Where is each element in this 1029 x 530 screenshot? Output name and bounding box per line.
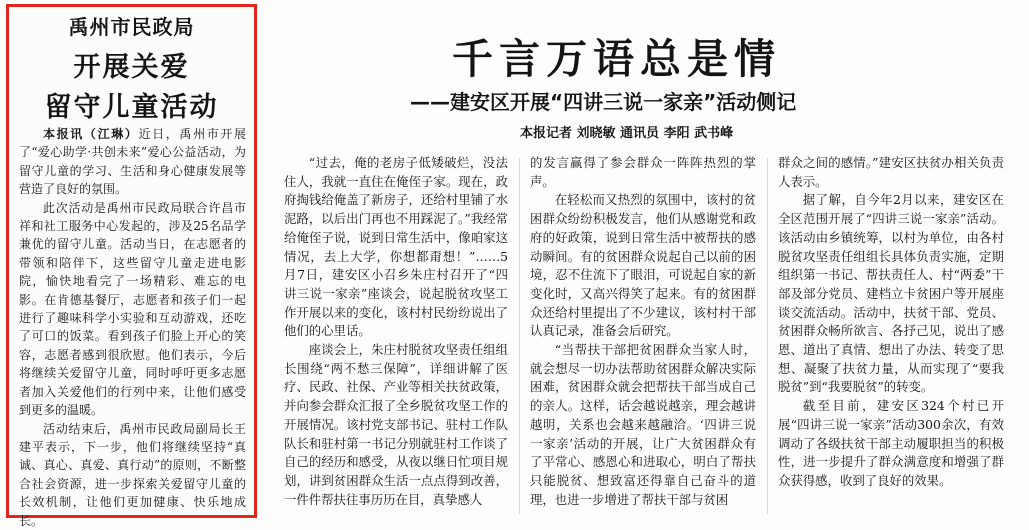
column-divider	[767, 158, 768, 514]
column-1-paragraph: “过去，俺的老房子低矮破烂，没法住人，我就一直住在俺侄子家。现在，政府掏钱给俺盖了新房子，还给村里铺了水泥路，以后出门再也不用踩泥了。”我经常给俺侄子说，说到日常生活中，像咱家这情况，去上大学，你想都甭想！”……5月7日，建安区小召乡朱庄村召开了“四讲三说一家亲”座谈会，说起脱贫攻坚工作开展以来的变化，该村村民纷纷说出了他们的心里话。	[284, 155, 508, 339]
column-divider	[519, 158, 520, 514]
main-article-column-2	[530, 154, 756, 520]
sidebar-paragraph-3: 活动结束后，禹州市民政局副局长王建平表示，下一步，他们将继续坚持“真诚、真心、真爱、真行动”的原则，不断整合社会资源，进一步探索关爱留守儿童的长效机制，让他们更加健康、快乐地成长。	[19, 421, 246, 528]
sidebar-paragraph-lead: 本报讯（江琳）	[43, 127, 139, 141]
sidebar-paragraph-1-text: 近日，禹州市开展了“爱心助学·共创未来”爱心公益活动，为留守儿童的学习、生活和身心健康发展等营造了良好的氛围。	[19, 127, 246, 197]
main-article-column-3	[778, 154, 1004, 520]
sidebar-article-title-line1: 开展关爱	[73, 52, 190, 83]
sidebar-article-box	[6, 4, 257, 528]
main-article-byline: 本报记者 刘晓敏 通讯员 李阳 武书峰	[520, 126, 734, 141]
sidebar-paragraph-1	[19, 125, 246, 199]
column-1-paragraph: 座谈会上，朱庄村脱贫攻坚责任组组长围绕“两不愁三保障”，详细讲解了医疗、民政、社保、产业等相关扶贫政策，并向参会群众汇报了全乡脱贫攻坚工作的开展情况。该村党支部书记、驻村工作队队长和驻村第一书记分别就驻村工作谈了自己的经历和感受，从夜以继日忙项目规划，讲到贫困群众生活一点点得到改善，一件件帮扶往事历历在目，真挚感人	[284, 342, 508, 507]
main-article-subtitle: ——建安区开展“四讲三说一家亲”活动侧记	[410, 90, 797, 114]
column-3-paragraph: 截至目前，建安区324个村已开展“四讲三说一家亲”活动300余次，有效调动了各级扶贫干部主动履职担当的积极性，进一步提升了群众满意度和增强了群众获得感，收到了良好的效果。	[778, 398, 1004, 488]
column-3-paragraph: 群众之间的感情。”建安区扶贫办相关负责人表示。	[778, 155, 1004, 189]
column-2-paragraph: 的发言赢得了参会群众一阵阵热烈的掌声。	[530, 155, 756, 189]
column-2-paragraph: “当帮扶干部把贫困群众当家人时，就会想尽一切办法帮助贫困群众解决实际困难，贫困群众就会把帮扶干部当成自己的亲人。这样，话会越说越亲，理会越讲越明，关系也会越来越融洽。‘四讲三说一家亲’活动的开展，让广大贫困群众有了平常心、感恩心和进取心，明白了帮扶只能脱贫、想致富还得靠自己奋斗的道理，也进一步增进了帮扶干部与贫困	[530, 342, 756, 507]
main-article-title: 千言万语总是情	[452, 35, 781, 83]
sidebar-article-title-line2: 留守儿童活动	[44, 92, 219, 123]
column-2-paragraph: 在轻松而又热烈的氛围中，该村的贫困群众纷纷积极发言，他们从感谢党和政府的好政策，说到日常生活中被帮扶的感动瞬间。有的贫困群众说起自己以前的困境，忍不住流下了眼泪，可说起自家的新变化时，又高兴得笑了起来。有的贫困群众还给村里提出了不少建议，该村村干部认真记录，准备会后研究。	[530, 192, 756, 339]
sidebar-article-org: 禹州市民政局	[68, 15, 195, 39]
column-3-paragraph: 据了解，自今年2月以来，建安区在全区范围开展了“四讲三说一家亲”活动。该活动由乡镇统筹，以村为单位，由各村脱贫攻坚责任组组长具体负责实施，定期组织第一书记、帮扶责任人、村“两委”干部及部分党员、建档立卡贫困户等开展座谈交流活动。活动中，扶贫干部、党员、贫困群众畅所欲言、各抒己见，说出了感恩、道出了真情、想出了办法、转变了思想、凝聚了扶贫力量，从而实现了“要我脱贫”到“我要脱贫”的转变。	[778, 192, 1004, 395]
sidebar-paragraph-2: 此次活动是禹州市民政局联合许昌市祥和社工服务中心发起的，涉及25名品学兼优的留守儿童。活动当日，在志愿者的带领和陪伴下，这些留守儿童走进电影院，愉快地看完了一场精彩、难忘的电影。在肯德基餐厅，志愿者和孩子们一起进行了趣味科学小实验和互动游戏，还吃了可口的饭菜。看到孩子们脸上开心的笑容，志愿者感到很欣慰。他们表示，今后将继续关爱留守儿童，同时呼吁更多志愿者加入关爱他们的行列中来，让他们感受到更多的温暖。	[19, 200, 246, 418]
sidebar-article-body	[19, 125, 246, 530]
main-article-column-1	[284, 154, 508, 520]
